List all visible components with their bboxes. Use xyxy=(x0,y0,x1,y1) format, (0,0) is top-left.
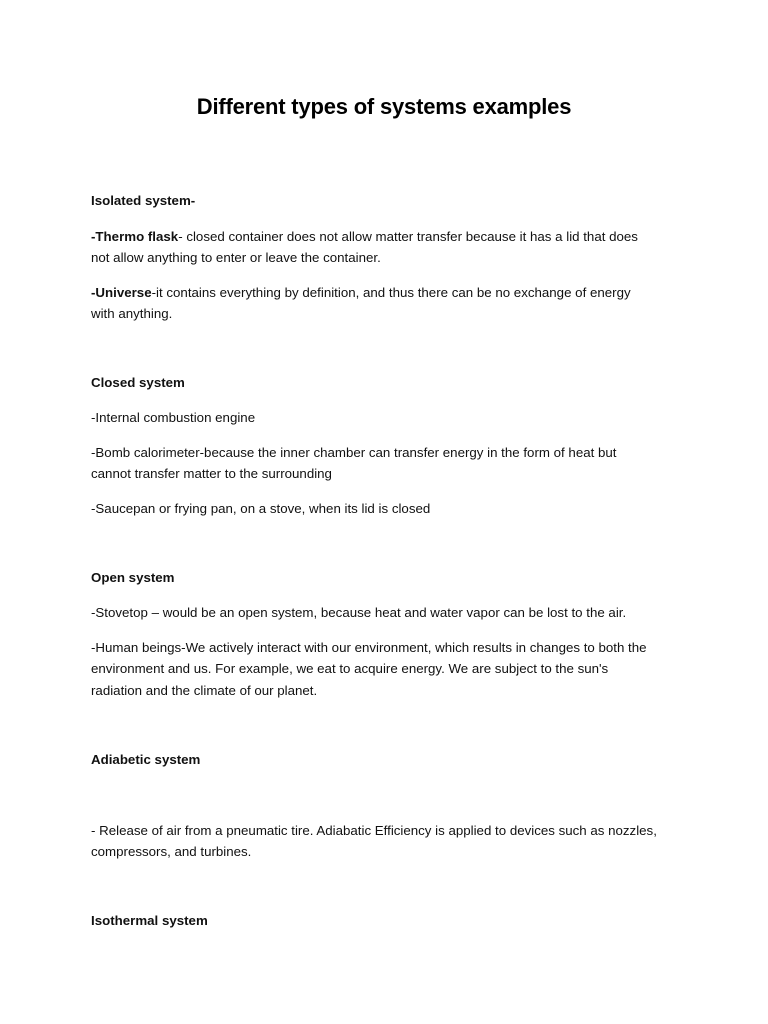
term-universe: -Universe xyxy=(91,285,152,300)
paragraph-saucepan: -Saucepan or frying pan, on a stove, when its lid is closed xyxy=(91,501,431,516)
section-heading-closed: Closed system xyxy=(91,375,185,390)
section-heading-adiabatic: Adiabetic system xyxy=(91,752,201,767)
document-title: Different types of systems examples xyxy=(196,94,572,119)
term-thermo-flask: -Thermo flask xyxy=(91,229,179,244)
paragraph-combustion-engine: -Internal combustion engine xyxy=(91,410,256,425)
paragraph-thermo-flask-line-2: not allow anything to enter or leave the container. xyxy=(91,250,381,265)
paragraph-universe-line-2: with anything. xyxy=(91,306,173,321)
section-heading-open: Open system xyxy=(91,570,175,585)
paragraph-human-beings-line-3: radiation and the climate of our planet. xyxy=(91,683,318,698)
paragraph-thermo-flask-line-1 xyxy=(91,226,691,248)
paragraph-pneumatic-tire-line-1: - Release of air from a pneumatic tire. Adiabatic Efficiency is applied to devices such as nozzles, xyxy=(91,823,657,838)
paragraph-bomb-calorimeter-line-1: -Bomb calorimeter-because the inner chamber can transfer energy in the form of heat but xyxy=(91,445,617,460)
paragraph-universe-line-1 xyxy=(91,282,691,304)
section-heading-isolated: Isolated system- xyxy=(91,193,196,208)
paragraph-stovetop: -Stovetop – would be an open system, because heat and water vapor can be lost to the air. xyxy=(91,605,627,620)
universe-text: -it contains everything by definition, and thus there can be no exchange of energy xyxy=(151,285,631,300)
paragraph-bomb-calorimeter-line-2: cannot transfer matter to the surrounding xyxy=(91,466,332,481)
paragraph-human-beings-line-1: -Human beings-We actively interact with our environment, which results in changes to both the xyxy=(91,640,647,655)
paragraph-pneumatic-tire-line-2: compressors, and turbines. xyxy=(91,844,252,859)
paragraph-human-beings-line-2: environment and us. For example, we eat to acquire energy. We are subject to the sun's xyxy=(91,661,609,676)
section-heading-isothermal: Isothermal system xyxy=(91,913,208,928)
thermo-flask-text: - closed container does not allow matter transfer because it has a lid that does xyxy=(178,229,638,244)
